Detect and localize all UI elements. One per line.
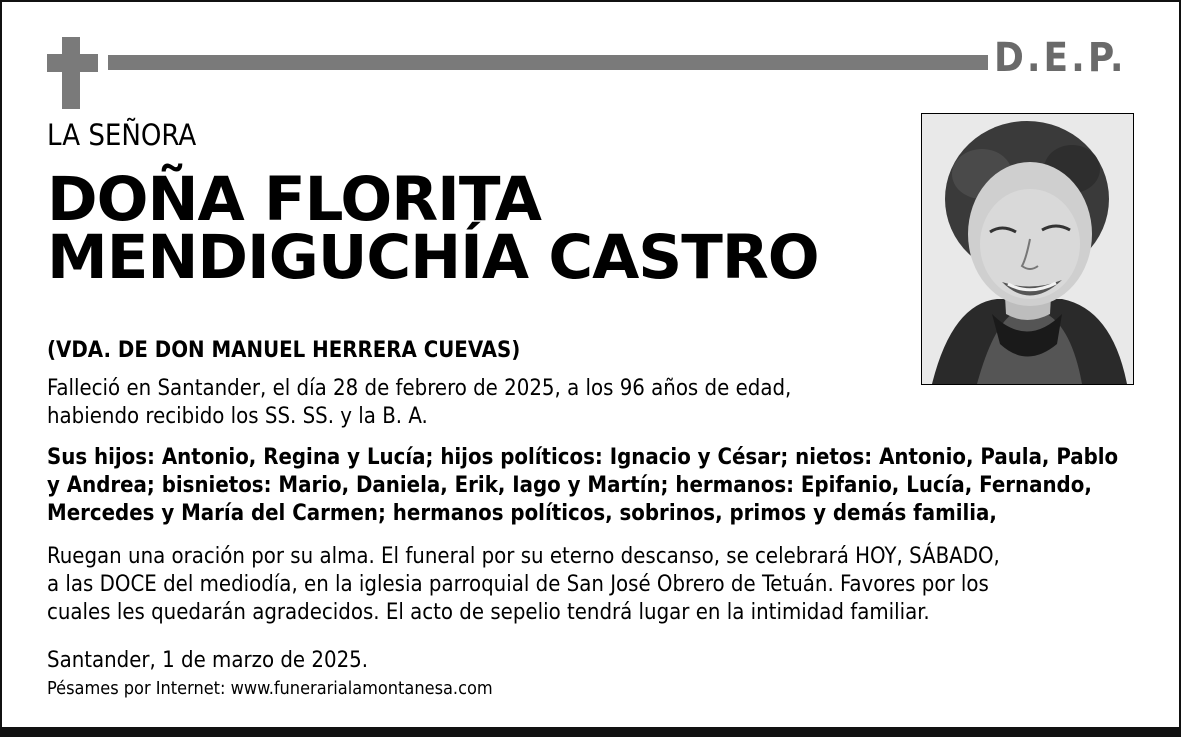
family-line: Mercedes y María del Carmen; hermanos políticos, sobrinos, primos y demás familia, — [47, 501, 997, 526]
place-date: Santander, 1 de marzo de 2025. — [47, 648, 369, 673]
portrait-photo — [921, 113, 1134, 385]
death-line: Falleció en Santander, el día 28 de febrero de 2025, a los 96 años de edad, — [47, 376, 792, 401]
funeral-line: Ruegan una oración por su alma. El funeral por su eterno descanso, se celebrará HOY, SÁBADO, — [47, 544, 1000, 569]
family-line: y Andrea; bisnietos: Mario, Daniela, Erik, Iago y Martín; hermanos: Epifanio, Lucía, Fernando, — [47, 473, 1092, 498]
widow-of-line: (VDA. DE DON MANUEL HERRERA CUEVAS) — [47, 338, 521, 363]
title-prefix: LA SEÑORA — [47, 118, 197, 152]
header-rule — [108, 55, 988, 70]
death-paragraph — [47, 375, 791, 431]
funeral-line: cuales les quedarán agradecidos. El acto de sepelio tendrá lugar en la intimidad familiar. — [47, 600, 930, 625]
deceased-name-line2: MENDIGUCHÍA CASTRO — [47, 222, 819, 293]
family-paragraph — [47, 444, 1118, 528]
funeral-paragraph — [47, 543, 1000, 627]
condolences-link[interactable]: Pésames por Internet: www.funerarialamontanesa.com — [47, 678, 493, 699]
dep-heading: D.E.P. — [994, 35, 1127, 81]
death-line: habiendo recibido los SS. SS. y la B. A. — [47, 404, 428, 429]
deceased-name-line1: DOÑA FLORITA — [47, 164, 541, 235]
funeral-line: a las DOCE del mediodía, en la iglesia parroquial de San José Obrero de Tetuán. Favores por los — [47, 572, 989, 597]
family-line: Sus hijos: Antonio, Regina y Lucía; hijos políticos: Ignacio y César; nietos: Antonio, Paula, Pablo — [47, 445, 1119, 470]
